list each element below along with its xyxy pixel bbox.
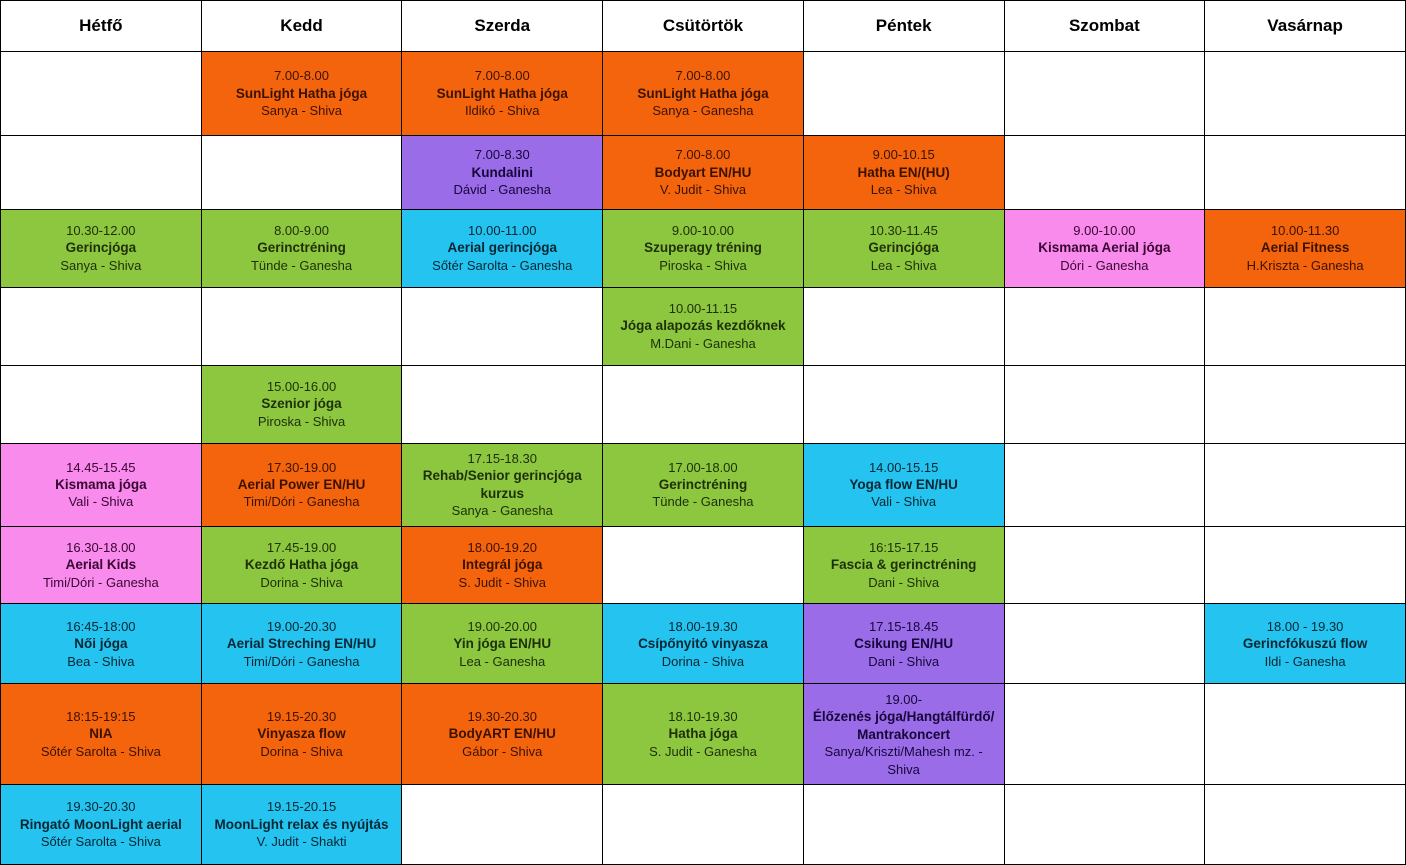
empty-cell [402,287,603,365]
class-cell[interactable] [1004,209,1205,287]
class-time: 16:15-17.15 [868,539,939,555]
class-entry [804,613,1004,675]
empty-cell [1205,784,1406,864]
class-teacher: Dóri - Ganesha [1060,258,1149,274]
class-title: SunLight Hatha jóga [436,85,568,101]
empty-cell [1004,287,1205,365]
class-entry [1,454,201,516]
class-title: Vinyasza flow [257,726,346,742]
class-teacher: Dorina - Shiva [260,744,343,760]
class-teacher: Sőtér Sarolta - Shiva [40,744,161,760]
class-title: SunLight Hatha jóga [235,85,368,101]
class-cell[interactable] [803,526,1004,604]
class-teacher: Vali - Shiva [68,494,134,510]
empty-cell [1205,365,1406,443]
class-title: Gerincfókuszú flow [1242,636,1368,652]
class-teacher: Lea - Shiva [870,182,937,198]
class-entry [402,217,602,279]
empty-cell [1205,136,1406,210]
class-time: 19.15-20.30 [266,709,337,725]
class-time: 17.30-19.00 [266,459,337,475]
class-title: Csikung EN/HU [854,636,954,652]
empty-cell [1,287,202,365]
class-cell[interactable] [1,604,202,684]
class-entry [202,703,402,765]
class-entry [1205,613,1405,675]
class-title: Integrál jóga [462,557,543,573]
schedule-row [1,604,1406,684]
class-time: 7.00-8.00 [675,147,731,163]
class-title: Rehab/Senior gerincjóga kurzus [422,467,582,501]
class-title: Gerinctréning [257,240,346,256]
class-teacher: Dorina - Shiva [260,574,343,590]
class-time: 7.00-8.00 [274,68,330,84]
class-time: 15.00-16.00 [266,379,337,395]
class-title: Bodyart EN/HU [654,164,752,180]
class-title: Yoga flow EN/HU [849,476,958,492]
class-title: Aerial Streching EN/HU [226,636,377,652]
class-teacher: H.Kriszta - Ganesha [1246,258,1364,274]
empty-cell [1205,443,1406,526]
class-entry [804,454,1004,516]
empty-cell [1205,52,1406,136]
day-header-row [1,1,1406,52]
schedule-row [1,209,1406,287]
day-header-1: Hétfő [1,1,202,52]
empty-cell [1004,365,1205,443]
class-cell[interactable] [1,209,202,287]
class-teacher: V. Judit - Shiva [659,182,747,198]
class-title: Gerinctréning [658,476,748,492]
class-teacher: Vali - Shiva [871,494,937,510]
class-entry [202,793,402,855]
class-time: 7.00-8.00 [474,68,530,84]
empty-cell [1004,684,1205,785]
class-cell[interactable] [603,604,804,684]
class-time: 18.00 - 19.30 [1266,618,1344,634]
class-cell[interactable] [402,209,603,287]
class-cell[interactable] [1,526,202,604]
class-entry [1,217,201,279]
schedule-row [1,443,1406,526]
class-teacher: Piroska - Shiva [659,258,747,274]
class-cell[interactable] [803,136,1004,210]
class-title: Hatha EN/(HU) [857,164,950,180]
class-title: Élőzenés jóga/Hangtálfürdő/ Mantrakoncert [812,708,995,742]
class-time: 10.00-11.30 [1270,223,1340,239]
class-cell[interactable] [1205,604,1406,684]
class-time: 10.00-11.15 [668,301,738,317]
class-title: Ringató MoonLight aerial [19,816,182,832]
class-cell[interactable] [1205,209,1406,287]
class-cell[interactable] [201,784,402,864]
class-time: 17.00-18.00 [668,459,738,475]
class-teacher: Bea - Shiva [67,653,135,669]
class-teacher: S. Judit - Ganesha [649,744,757,760]
empty-cell [402,365,603,443]
schedule-row [1,136,1406,210]
empty-cell [1205,287,1406,365]
class-teacher: Piroska - Shiva [257,414,346,430]
empty-cell [1004,604,1205,684]
day-header-7: Vasárnap [1205,1,1406,52]
class-title: Aerial Fitness [1260,240,1350,256]
class-title: Aerial Kids [65,557,137,573]
class-title: Női jóga [74,636,128,652]
empty-cell [803,784,1004,864]
class-title: Kismama Aerial jóga [1038,240,1171,256]
class-cell[interactable] [603,136,804,210]
empty-cell [1,52,202,136]
empty-cell [603,784,804,864]
class-cell[interactable] [803,443,1004,526]
empty-cell [1004,784,1205,864]
class-cell[interactable] [201,604,402,684]
class-entry [402,613,602,675]
class-time: 14.45-15.45 [66,459,136,475]
class-title: Hatha jóga [668,726,738,742]
class-entry [402,534,602,596]
empty-cell [1004,136,1205,210]
class-time: 18.00-19.20 [467,539,537,555]
class-cell[interactable] [803,209,1004,287]
class-cell[interactable] [603,52,804,136]
class-title: BodyART EN/HU [448,726,556,742]
class-time: 9.00-10.15 [872,147,935,163]
class-teacher: Timi/Dóri - Ganesha [42,574,159,590]
schedule-row [1,784,1406,864]
class-cell[interactable] [201,209,402,287]
class-teacher: Ildikó - Shiva [465,103,540,119]
class-time: 18.00-19.30 [668,618,738,634]
empty-cell [402,784,603,864]
class-title: Fascia & gerinctréning [830,557,977,573]
empty-cell [1004,443,1205,526]
class-time: 19.30-20.30 [467,709,537,725]
class-cell[interactable] [603,443,804,526]
class-entry [1205,217,1405,279]
class-cell[interactable] [402,136,603,210]
class-teacher: Dani - Shiva [868,653,940,669]
class-entry [202,217,402,279]
class-cell[interactable] [201,365,402,443]
class-entry [603,454,803,516]
class-teacher: Sőtér Sarolta - Ganesha [432,258,573,274]
class-entry [804,217,1004,279]
empty-cell [603,526,804,604]
class-title: SunLight Hatha jóga [637,85,769,101]
class-title: Aerial Power EN/HU [237,476,366,492]
empty-cell [603,365,804,443]
class-entry [804,686,1004,783]
schedule-body [1,52,1406,865]
class-time: 17.15-18.45 [868,618,939,634]
class-title: Jóga alapozás kezdőknek [620,318,786,334]
class-cell[interactable] [402,526,603,604]
class-entry [804,141,1004,203]
class-title: NIA [89,726,113,742]
class-entry [1,703,201,765]
class-title: Szenior jóga [261,396,342,412]
class-cell[interactable] [803,604,1004,684]
class-teacher: Timi/Dóri - Ganesha [243,653,360,669]
class-teacher: S. Judit - Shiva [458,574,546,590]
class-entry [603,295,803,357]
class-cell[interactable] [402,52,603,136]
class-time: 17.15-18.30 [467,450,537,466]
empty-cell [201,287,402,365]
class-entry [1005,217,1205,279]
empty-cell [803,52,1004,136]
class-teacher: Sanya/Kriszti/Mahesh mz. - Shiva [824,744,983,777]
class-teacher: Sanya - Shiva [60,258,142,274]
class-cell[interactable] [402,604,603,684]
class-title: Aerial gerincjóga [447,240,558,256]
empty-cell [1205,684,1406,785]
class-title: Csípőnyitó vinyasza [638,636,768,652]
schedule-row [1,526,1406,604]
class-time: 16:45-18:00 [66,618,136,634]
class-time: 18:15-19:15 [66,709,136,725]
class-entry [202,373,402,435]
class-entry [202,62,402,124]
class-teacher: Lea - Ganesha [459,653,546,669]
class-entry [202,534,402,596]
schedule-header [1,1,1406,52]
class-time: 10.30-11.45 [869,223,938,239]
class-entry [1,793,201,855]
empty-cell [1004,52,1205,136]
class-teacher: Tünde - Ganesha [250,258,353,274]
empty-cell [1,365,202,443]
class-entry [402,703,602,765]
class-cell[interactable] [201,684,402,785]
class-teacher: Sanya - Shiva [261,103,343,119]
day-header-4: Csütörtök [603,1,804,52]
class-time: 7.00-8.30 [474,147,530,163]
day-header-5: Péntek [803,1,1004,52]
class-time: 8.00-9.00 [274,223,330,239]
class-title: MoonLight relax és nyújtás [214,816,389,832]
class-time: 9.00-10.00 [671,223,735,239]
class-time: 19.00-20.00 [467,618,537,634]
class-teacher: M.Dani - Ganesha [650,336,756,352]
empty-cell [201,136,402,210]
class-cell[interactable] [603,287,804,365]
class-teacher: Sanya - Ganesha [451,503,553,519]
empty-cell [1205,526,1406,604]
empty-cell [803,365,1004,443]
class-time: 18.10-19.30 [668,709,738,725]
class-time: 17.45-19.00 [266,539,337,555]
class-cell[interactable] [201,443,402,526]
class-title: Gerincjóga [65,240,137,256]
class-cell[interactable] [603,684,804,785]
class-time: 19.00-20.30 [266,618,337,634]
class-entry [202,454,402,516]
class-entry [402,445,602,525]
class-entry [402,141,602,203]
class-time: 19.30-20.30 [66,799,136,815]
class-entry [402,62,602,124]
schedule-row [1,287,1406,365]
class-entry [603,141,803,203]
class-teacher: Sanya - Ganesha [652,103,754,119]
day-header-3: Szerda [402,1,603,52]
class-title: Gerincjóga [868,240,939,256]
class-teacher: V. Judit - Shakti [256,834,347,850]
empty-cell [803,287,1004,365]
class-entry [1,534,201,596]
class-teacher: Gábor - Shiva [462,744,543,760]
class-cell[interactable] [1,684,202,785]
class-cell[interactable] [402,684,603,785]
class-time: 9.00-10.00 [1073,223,1136,239]
class-teacher: Dorina - Shiva [661,653,745,669]
class-title: Yin jóga EN/HU [453,636,552,652]
class-time: 19.15-20.15 [266,799,337,815]
class-cell[interactable] [201,526,402,604]
class-teacher: Lea - Shiva [870,258,937,274]
class-time: 7.00-8.00 [675,68,731,84]
day-header-6: Szombat [1004,1,1205,52]
class-teacher: Sőtér Sarolta - Shiva [40,834,161,850]
class-title: Kezdő Hatha jóga [244,557,359,573]
schedule-row [1,52,1406,136]
class-cell[interactable] [803,684,1004,785]
class-title: Kundalini [471,164,533,180]
class-cell[interactable] [1,784,202,864]
empty-cell [1,136,202,210]
class-title: Kismama jóga [55,476,147,492]
class-entry [603,613,803,675]
class-time: 10.00-11.00 [468,223,537,239]
class-entry [603,217,803,279]
class-cell[interactable] [1,443,202,526]
class-entry [603,62,803,124]
class-entry [603,703,803,765]
day-header-2: Kedd [201,1,402,52]
class-time: 16.30-18.00 [66,539,136,555]
class-teacher: Timi/Dóri - Ganesha [243,494,360,510]
class-entry [202,613,402,675]
schedule-row [1,365,1406,443]
class-teacher: Dávid - Ganesha [453,182,552,198]
class-teacher: Ildi - Ganesha [1264,653,1346,669]
class-cell[interactable] [603,209,804,287]
empty-cell [1004,526,1205,604]
class-cell[interactable] [201,52,402,136]
schedule-row [1,684,1406,785]
class-teacher: Dani - Shiva [868,574,940,590]
class-time: 14.00-15.15 [868,459,939,475]
class-title: Szuperagy tréning [644,240,762,256]
class-entry [804,534,1004,596]
class-cell[interactable] [402,443,603,526]
class-teacher: Tünde - Ganesha [652,494,754,510]
class-time: 10.30-12.00 [66,223,136,239]
class-entry [1,613,201,675]
class-time: 19.00- [885,691,923,707]
